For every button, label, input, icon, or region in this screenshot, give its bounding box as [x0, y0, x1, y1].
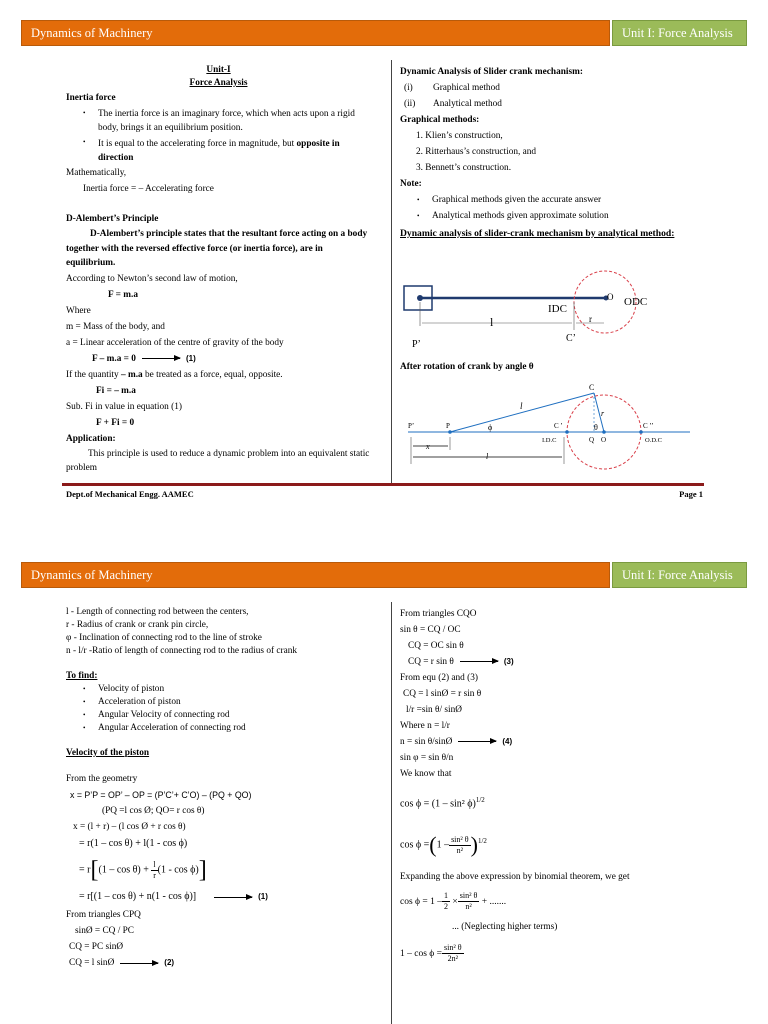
- footer-rule: [62, 483, 704, 486]
- eq-line: [400, 654, 705, 670]
- label-o: O: [601, 436, 607, 444]
- if-quantity: [66, 367, 371, 383]
- header-unit: Unit I: Force Analysis: [612, 20, 747, 46]
- velocity-heading: Velocity of the piston: [66, 748, 150, 758]
- point-p: [448, 430, 452, 434]
- label-c: C’: [566, 333, 576, 344]
- bullet-item: [66, 135, 371, 165]
- num: (ii): [404, 99, 416, 109]
- label: Graphical method: [433, 83, 500, 93]
- fraction: [458, 891, 480, 912]
- where-label: Where: [66, 305, 91, 316]
- label-q: Q: [589, 436, 595, 444]
- label-l2: l: [486, 452, 489, 461]
- num: l: [153, 859, 156, 869]
- bullet-emphasis: opposite in direction: [98, 139, 340, 163]
- graphical-item: 1. Klien’s construction,: [416, 131, 503, 141]
- point-o: [602, 430, 606, 434]
- equation-1-text: F – m.a = 0: [92, 353, 136, 364]
- definition: r - Radius of crank or crank pin circle,: [66, 620, 209, 630]
- point-c1: [565, 430, 569, 434]
- text-bold: – m.a: [121, 369, 143, 380]
- sin-line-2: CQ = PC sinØ: [69, 942, 124, 953]
- left-column: [66, 64, 371, 476]
- label-r: r: [601, 409, 605, 418]
- eq-line: CQ = l sinØ = r sin θ: [403, 689, 482, 699]
- sub-line: Sub. Fi in value in equation (1): [66, 401, 182, 412]
- slider-crank-diagram: [398, 262, 668, 352]
- num: sin² θ: [444, 942, 462, 952]
- page-footer: [66, 489, 703, 499]
- accel-definition: a = Linear acceleration of the centre of gravity of the body: [66, 337, 284, 348]
- num: sin² θ: [451, 834, 469, 844]
- text: = r[(1 – cos θ) + n(1 - cos ϕ)]: [79, 891, 197, 903]
- application-text: This principle is used to reduce a dynamic problem into an equivalent static problem: [66, 448, 370, 473]
- find-item: • Angular Acceleration of connecting rod: [66, 722, 381, 735]
- x-equation-5: [66, 853, 381, 887]
- label-o: O: [607, 292, 614, 302]
- dalembert-heading: D-Alembert’s Principle: [66, 214, 159, 224]
- label-odc: O.D.C: [645, 437, 662, 444]
- bullet-text: It is equal to the accelerating force in magnitude, but: [98, 139, 297, 149]
- spacer: [66, 658, 381, 669]
- label-l: l: [490, 315, 494, 329]
- text: + .......: [481, 896, 507, 907]
- label-c: C: [589, 383, 595, 392]
- label-idc: I.D.C: [542, 437, 557, 444]
- label-idc: IDC: [548, 303, 567, 315]
- f-fi-equation: F + Fi = 0: [96, 417, 135, 428]
- f-ma: F = m.a: [108, 289, 138, 300]
- label-p: P’: [412, 339, 421, 350]
- method-item: [400, 80, 705, 96]
- cos-equation-1: [400, 782, 705, 822]
- left-column: [66, 606, 381, 971]
- after-rotation: After rotation of crank by angle θ: [400, 362, 534, 372]
- den: r: [153, 870, 156, 880]
- label-p1: P’: [408, 422, 415, 430]
- arrow-icon: [214, 897, 252, 898]
- analytical-heading: Dynamic analysis of slider-crank mechanism by analytical method:: [400, 228, 675, 239]
- den: 2n²: [447, 953, 459, 963]
- fraction: [449, 835, 471, 856]
- fi-equation: Fi = – m.a: [96, 385, 136, 396]
- label-x: x: [426, 442, 430, 451]
- num: sin² θ: [459, 890, 478, 900]
- paren: ): [470, 832, 478, 858]
- eq-line: sin θ = CQ / OC: [400, 625, 461, 635]
- sin-line-3: [66, 955, 381, 971]
- cpq-line: From triangles CPQ: [66, 910, 141, 921]
- header-unit: Unit I: Force Analysis: [612, 562, 747, 588]
- expand-line: Expanding the above expression by binomial theorem, we get: [400, 871, 630, 882]
- piston-pin: [417, 295, 423, 301]
- point-c2: [639, 430, 643, 434]
- den: n²: [456, 845, 464, 855]
- arrow-icon: [120, 963, 158, 964]
- definition: φ - Inclination of connecting rod to the line of stroke: [66, 633, 262, 643]
- label-odc: ODC: [624, 296, 648, 308]
- x-equation-3: x = (l + r) – (l cos Ø + r cos θ): [73, 822, 186, 832]
- eq-line: Where n = l/r: [400, 721, 450, 731]
- graphical-item: 2. Ritterhaus’s construction, and: [416, 147, 537, 157]
- dalembert-text: D-Alembert’s principle states that the resultant force acting on a body together with the reversed effective force (or inertia force), are in equilibrium.: [66, 229, 368, 268]
- find-item: • Angular Velocity of connecting rod: [66, 709, 381, 722]
- crank-rotation-diagram: [404, 380, 694, 470]
- text: be treated as a force, equal, opposite.: [142, 369, 283, 380]
- slider-crank-heading: Dynamic Analysis of Slider crank mechanism:: [400, 67, 583, 77]
- fraction: [442, 943, 464, 964]
- text: CQ = l sinØ: [69, 958, 115, 969]
- application-heading: Application:: [66, 433, 116, 444]
- equation-number: (4): [502, 737, 513, 746]
- spacer: [66, 761, 381, 771]
- eq-line: CQ = OC sin θ: [408, 641, 464, 651]
- paren: (: [429, 832, 437, 858]
- text: cos ϕ = 1 –: [400, 896, 443, 907]
- page-header: [21, 20, 747, 46]
- page-header: [21, 562, 747, 588]
- x-equation-1: x = P’P = OP’ – OP = (P’C’+ C’O) – (PQ + QO): [70, 790, 252, 800]
- graphical-methods-heading: Graphical methods:: [400, 115, 480, 125]
- eq-line: [400, 734, 705, 750]
- eq-line: sin φ = sin θ/n: [400, 753, 454, 763]
- num: (i): [404, 83, 413, 93]
- definition: l - Length of connecting rod between the centers,: [66, 607, 249, 617]
- spacer: [66, 197, 371, 211]
- cos-equation-3: cos ϕ = 1 – $\frac{1}{2}$ × $\frac{\text{sin² θ}}{\text{n²}}$ + .......: [400, 890, 507, 911]
- page-2: [0, 512, 768, 1024]
- note-item: • Graphical methods given the accurate answer: [400, 192, 705, 208]
- equation-1: [66, 351, 371, 367]
- equation-number: (1): [258, 892, 268, 902]
- math-label: Mathematically,: [66, 168, 127, 178]
- find-item: • Acceleration of piston: [66, 696, 381, 709]
- eq-line: From equ (2) and (3): [400, 673, 478, 683]
- bracket: ]: [198, 857, 207, 883]
- cos-equation-4: [400, 935, 705, 973]
- unit-heading: Unit-I: [206, 65, 231, 75]
- arrow-icon: [142, 358, 180, 359]
- text: (1 - cos ϕ): [157, 864, 199, 876]
- definition: n - l/r -Ratio of length of connecting rod to the radius of crank: [66, 646, 298, 656]
- geometry-line: From the geometry: [66, 774, 138, 784]
- inertia-heading: Inertia force: [66, 93, 116, 103]
- exponent: 1/2: [477, 837, 487, 846]
- text: cos ϕ = (1 – sin² ϕ): [400, 798, 476, 810]
- x-equation-2: (PQ =l cos Ø; QO= r cos θ): [102, 806, 205, 816]
- equation-number: (3): [503, 657, 514, 666]
- find-item: • Velocity of piston: [66, 683, 381, 696]
- den: n²: [465, 901, 472, 911]
- inertia-equation: Inertia force = – Accelerating force: [83, 184, 214, 194]
- note-heading: Note:: [400, 179, 422, 189]
- label-c2: C ’’: [643, 422, 654, 430]
- graphical-item: 3. Bennett’s construction.: [416, 163, 512, 173]
- label-l: l: [520, 401, 523, 411]
- text: 1 – cos ϕ =: [400, 948, 443, 959]
- note-item: • Analytical methods given approximate solution: [400, 208, 705, 224]
- column-divider: [391, 60, 392, 484]
- footer-dept: Dept.of Mechanical Engg. AAMEC: [66, 489, 194, 499]
- bracket: [: [90, 857, 99, 883]
- neglect-line: ... (Neglecting higher terms): [452, 921, 558, 932]
- right-column: [400, 606, 705, 973]
- to-find-heading: To find:: [66, 671, 98, 681]
- method-item: [400, 96, 705, 112]
- eq-line: l/r =sin θ/ sinØ: [406, 705, 462, 715]
- equation-number: (1): [185, 353, 196, 363]
- label-c1: C ’: [554, 422, 563, 430]
- text: (1 – cos θ) +: [98, 864, 149, 876]
- exponent: 1/2: [475, 796, 485, 804]
- arrow-icon: [458, 741, 496, 742]
- text: = r: [79, 864, 91, 876]
- column-divider: [391, 602, 392, 1024]
- eq-line: We know that: [400, 769, 452, 779]
- x-equation-4: = r(1 – cos θ) + l(1 - cos ϕ): [79, 838, 188, 849]
- label: Analytical method: [433, 99, 502, 109]
- equation-number: (2): [164, 958, 175, 968]
- fraction: [442, 891, 450, 912]
- spacer: [66, 735, 381, 745]
- text: n = sin θ/sinØ: [400, 737, 453, 747]
- text: CQ = r sin θ: [408, 657, 454, 667]
- page-number: Page 1: [679, 489, 703, 499]
- den: 2: [444, 901, 449, 911]
- label-r: r: [589, 314, 592, 324]
- text: If the quantity: [66, 369, 121, 380]
- text: cos ϕ =: [400, 839, 430, 851]
- num: 1: [444, 890, 449, 900]
- label-phi: ϕ: [488, 423, 493, 432]
- right-column: [400, 64, 705, 241]
- cos-equation-2: cos ϕ =(1 – $\frac{\text{sin² θ}}{\text{n²}}$ )$^{1/2}$: [400, 832, 487, 858]
- label-p: P: [446, 422, 450, 430]
- label-theta: θ: [594, 423, 598, 432]
- header-title: Dynamics of Machinery: [21, 562, 610, 588]
- newton-line: According to Newton’s second law of motion,: [66, 273, 238, 284]
- x-equation-6: [66, 887, 381, 907]
- sin-line-1: sinØ = CQ / PC: [75, 926, 134, 937]
- page-title: Force Analysis: [189, 78, 248, 88]
- bullet-item: • The inertia force is an imaginary force, which when acts upon a rigid body, brings it an equilibrium position.: [66, 106, 371, 135]
- cqo-line: From triangles CQO: [400, 609, 477, 619]
- header-title: Dynamics of Machinery: [21, 20, 610, 46]
- mass-definition: m = Mass of the body, and: [66, 321, 165, 332]
- arrow-icon: [460, 661, 498, 662]
